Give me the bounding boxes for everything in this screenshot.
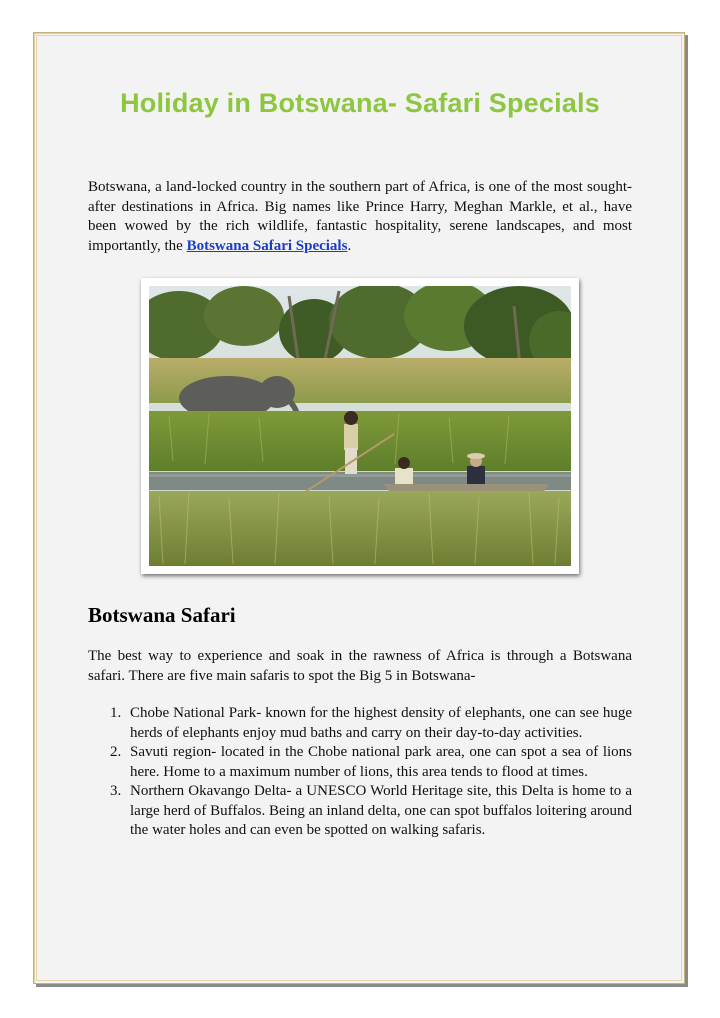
list-item-number: 2.: [110, 744, 122, 760]
list-item: [88, 743, 632, 782]
list-item-text: Northern Okavango Delta- a UNESCO World Heritage site, this Delta is home to a large herd of Buffalos. Being an inland delta, one can spot buffalos loitering around the water holes and can even be spotted on walking safaris.: [130, 783, 632, 838]
section-paragraph: The best way to experience and soak in the rawness of Africa is through a Botswana safari. There are five main safaris to spot the Big 5 in Botswana-: [88, 648, 632, 684]
list-item-text: Chobe National Park- known for the highest density of elephants, one can see huge herds of elephants enjoy mud baths and carry on their day-to-day activities.: [130, 705, 632, 741]
intro-paragraph: [88, 178, 632, 256]
section-heading: Botswana Safari: [88, 603, 236, 627]
list-item: [88, 782, 632, 841]
intro-text: Botswana, a land-locked country in the southern part of Africa, is one of the most sought-after destinations in Africa. Big names like Prince Harry, Meghan Markle, et al., have been wowed by the rich wildlife, fantastic hospitality, serene landscapes, and most importantly, the: [88, 179, 632, 254]
page-title: Holiday in Botswana- Safari Specials: [120, 88, 600, 118]
intro-period: .: [347, 237, 352, 254]
list-item-text: Savuti region- located in the Chobe national park area, one can spot a sea of lions here. Home to a maximum number of lions, this area tends to flood at times.: [130, 744, 632, 780]
safari-photo: [141, 278, 579, 574]
safari-scene-illustration: [149, 286, 571, 566]
safari-list: [88, 704, 632, 841]
botswana-safari-specials-link[interactable]: Botswana Safari Specials: [186, 237, 348, 254]
list-item: [88, 704, 632, 743]
list-item-number: 1.: [110, 705, 122, 721]
list-item-number: 3.: [110, 783, 122, 799]
